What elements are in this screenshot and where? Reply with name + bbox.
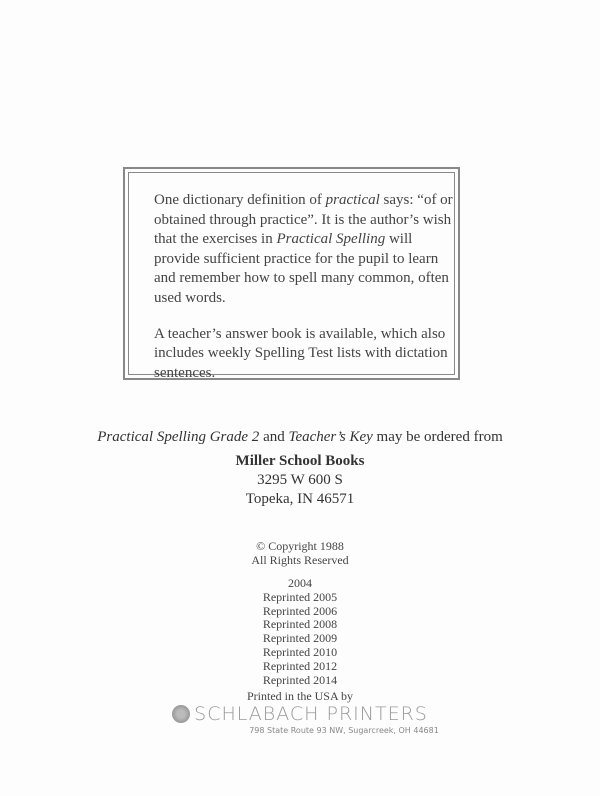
printed-by: Printed in the USA by [246,689,353,704]
printer-address: 798 State Route 93 NW, Sugarcreek, OH 44681 [249,726,439,736]
publisher-street: 3295 W 600 S [257,472,343,488]
colophon [0,539,600,736]
reprint-item: Reprinted 2006 [262,603,338,618]
reprint-item: Reprinted 2009 [262,631,338,646]
reprint-item: Reprinted 2010 [262,644,338,659]
preface-box [123,167,460,380]
preface-paragraph-2: A teacher’s answer book is available, which also includes weekly Spelling Test lists with dictation sentences. [154,325,448,381]
text: will provide sufficient practice for the pupil to learn and remember how to spell many common, often used words. [154,231,449,306]
key-title: Teacher’s Key [288,429,373,445]
printer-name: SCHLABACH PRINTERS [194,703,428,726]
book-title: Practical Spelling Grade 2 [97,429,260,445]
text: One dictionary definition of [154,192,326,208]
copyright [251,539,348,567]
rights-line: All Rights Reserved [251,553,349,567]
publisher-address [0,452,600,509]
text: says: “of or obtained through practice”. It is the author’s wish that the exercises in [154,192,453,248]
text: may be ordered from [372,429,503,445]
text: and [259,429,289,445]
italic-title: Practical Spelling [276,231,386,248]
preface-text [154,191,454,399]
copyright-line: © Copyright 1988 [256,539,344,553]
preface-paragraph-1 [154,191,454,309]
publisher-name: Miller School Books [235,453,365,469]
reprint-item: Reprinted 2014 [262,672,338,687]
reprint-list [263,577,337,687]
reprint-item: Reprinted 2005 [262,589,338,604]
reprint-item: Reprinted 2012 [262,658,338,673]
printer-logo [172,703,428,725]
order-line [0,428,600,447]
reprint-item: 2004 [287,576,312,590]
italic-text: practical [325,192,380,208]
seal-icon [172,705,190,723]
publisher-city: Topeka, IN 46571 [245,491,355,507]
reprint-item: Reprinted 2008 [262,617,338,632]
